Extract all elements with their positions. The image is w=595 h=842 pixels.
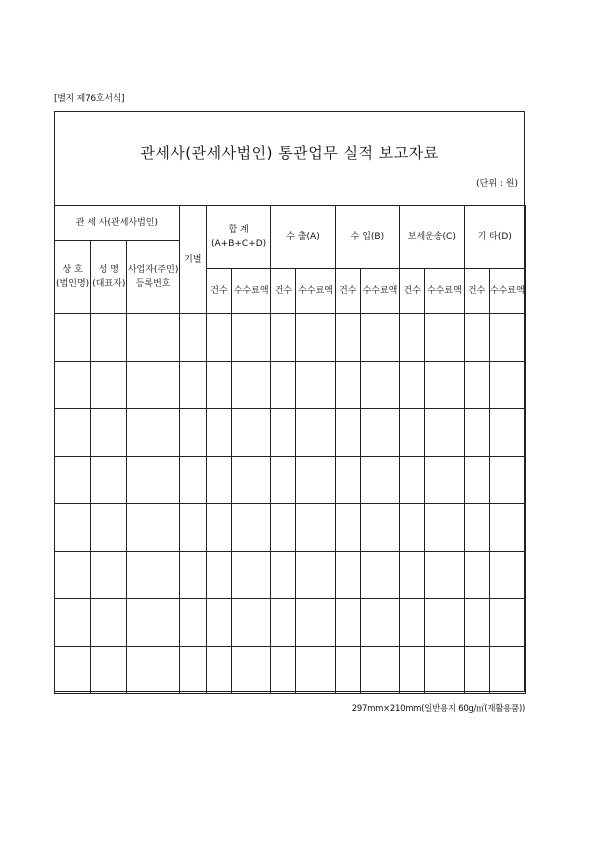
registration-label-1: 사업자(주민) bbox=[127, 265, 179, 275]
table-row bbox=[55, 599, 526, 647]
total-fee-cell[interactable] bbox=[232, 361, 271, 409]
customs-broker-header: 관 세 사(관세사법인) bbox=[55, 206, 180, 241]
export-count-cell[interactable] bbox=[271, 646, 296, 694]
import-count-cell[interactable] bbox=[335, 361, 360, 409]
total-fee-cell[interactable] bbox=[232, 504, 271, 552]
registration-number-cell[interactable] bbox=[127, 599, 179, 647]
registration-number-cell[interactable] bbox=[127, 504, 179, 552]
import-fee-cell[interactable] bbox=[360, 409, 399, 457]
trade-name-cell[interactable] bbox=[55, 551, 91, 599]
bonded-fee-header: 수수료액 bbox=[425, 269, 464, 314]
period-header: 기별 bbox=[179, 206, 206, 314]
trade-name-cell[interactable] bbox=[55, 646, 91, 694]
import-count-cell[interactable] bbox=[335, 409, 360, 457]
trade-name-header bbox=[55, 241, 91, 314]
export-fee-cell[interactable] bbox=[296, 551, 335, 599]
name-cell[interactable] bbox=[91, 504, 127, 552]
total-fee-header: 수수료액 bbox=[232, 269, 271, 314]
import-fee-cell[interactable] bbox=[360, 646, 399, 694]
name-cell[interactable] bbox=[91, 646, 127, 694]
total-count-cell[interactable] bbox=[206, 551, 231, 599]
other-count-cell[interactable] bbox=[464, 599, 489, 647]
bonded-count-cell[interactable] bbox=[400, 409, 425, 457]
bonded-count-cell[interactable] bbox=[400, 599, 425, 647]
trade-name-label: 상 호 bbox=[62, 265, 83, 275]
total-count-cell[interactable] bbox=[206, 646, 231, 694]
import-count-cell[interactable] bbox=[335, 456, 360, 504]
bonded-fee-cell[interactable] bbox=[425, 314, 464, 362]
paper-spec-footer: 297mm×210mm(일반용지 60g/㎡(재활용품)) bbox=[351, 704, 525, 714]
form-title: 관세사(관세사법인) 통관업무 실적 보고자료 bbox=[140, 144, 439, 162]
bonded-fee-cell[interactable] bbox=[425, 409, 464, 457]
name-cell[interactable] bbox=[91, 599, 127, 647]
trade-name-cell[interactable] bbox=[55, 456, 91, 504]
bonded-count-cell[interactable] bbox=[400, 361, 425, 409]
other-fee-cell[interactable] bbox=[489, 314, 525, 362]
total-fee-cell[interactable] bbox=[232, 551, 271, 599]
total-fee-cell[interactable] bbox=[232, 456, 271, 504]
total-fee-cell[interactable] bbox=[232, 646, 271, 694]
bonded-fee-cell[interactable] bbox=[425, 599, 464, 647]
export-fee-cell[interactable] bbox=[296, 456, 335, 504]
period-cell[interactable] bbox=[179, 456, 206, 504]
bonded-fee-cell[interactable] bbox=[425, 361, 464, 409]
import-fee-cell[interactable] bbox=[360, 314, 399, 362]
name-cell[interactable] bbox=[91, 456, 127, 504]
other-fee-cell[interactable] bbox=[489, 504, 525, 552]
period-cell[interactable] bbox=[179, 409, 206, 457]
name-label: 성 명 bbox=[98, 265, 119, 275]
registration-label-2: 등록번호 bbox=[135, 279, 171, 289]
import-fee-cell[interactable] bbox=[360, 551, 399, 599]
export-fee-cell[interactable] bbox=[296, 361, 335, 409]
import-count-cell[interactable] bbox=[335, 599, 360, 647]
bonded-count-cell[interactable] bbox=[400, 646, 425, 694]
bonded-transport-header: 보세운송(C) bbox=[400, 206, 464, 269]
export-fee-cell[interactable] bbox=[296, 314, 335, 362]
period-cell[interactable] bbox=[179, 646, 206, 694]
other-fee-cell[interactable] bbox=[489, 599, 525, 647]
other-fee-cell[interactable] bbox=[489, 551, 525, 599]
form-frame bbox=[54, 111, 525, 692]
table-row bbox=[55, 409, 526, 457]
export-count-cell[interactable] bbox=[271, 599, 296, 647]
registration-number-header bbox=[127, 241, 179, 314]
import-count-header: 건수 bbox=[335, 269, 360, 314]
period-cell[interactable] bbox=[179, 599, 206, 647]
other-count-header: 건수 bbox=[464, 269, 489, 314]
registration-number-cell[interactable] bbox=[127, 409, 179, 457]
other-fee-cell[interactable] bbox=[489, 646, 525, 694]
total-header-formula: (A+B+C+D) bbox=[211, 239, 267, 249]
other-count-cell[interactable] bbox=[464, 646, 489, 694]
registration-number-cell[interactable] bbox=[127, 551, 179, 599]
other-count-cell[interactable] bbox=[464, 314, 489, 362]
import-fee-header: 수수료액 bbox=[360, 269, 399, 314]
other-fee-header: 수수료액 bbox=[489, 269, 525, 314]
total-count-cell[interactable] bbox=[206, 504, 231, 552]
other-fee-cell[interactable] bbox=[489, 409, 525, 457]
other-header: 기 타(D) bbox=[464, 206, 526, 269]
export-count-cell[interactable] bbox=[271, 504, 296, 552]
total-header-label: 합 계 bbox=[228, 225, 249, 235]
bonded-count-cell[interactable] bbox=[400, 551, 425, 599]
registration-number-cell[interactable] bbox=[127, 314, 179, 362]
total-count-cell[interactable] bbox=[206, 599, 231, 647]
name-cell[interactable] bbox=[91, 409, 127, 457]
table-row bbox=[55, 361, 526, 409]
import-fee-cell[interactable] bbox=[360, 361, 399, 409]
export-count-cell[interactable] bbox=[271, 314, 296, 362]
trade-name-cell[interactable] bbox=[55, 599, 91, 647]
export-fee-header: 수수료액 bbox=[296, 269, 335, 314]
export-count-cell[interactable] bbox=[271, 409, 296, 457]
other-fee-cell[interactable] bbox=[489, 361, 525, 409]
name-header bbox=[91, 241, 127, 314]
import-count-cell[interactable] bbox=[335, 551, 360, 599]
trade-name-cell[interactable] bbox=[55, 361, 91, 409]
bonded-count-cell[interactable] bbox=[400, 456, 425, 504]
export-fee-cell[interactable] bbox=[296, 646, 335, 694]
trade-name-cell[interactable] bbox=[55, 409, 91, 457]
name-cell[interactable] bbox=[91, 361, 127, 409]
registration-number-cell[interactable] bbox=[127, 646, 179, 694]
export-fee-cell[interactable] bbox=[296, 599, 335, 647]
export-fee-cell[interactable] bbox=[296, 409, 335, 457]
bonded-count-cell[interactable] bbox=[400, 504, 425, 552]
export-header: 수 출(A) bbox=[271, 206, 335, 269]
export-count-header: 건수 bbox=[271, 269, 296, 314]
bonded-fee-cell[interactable] bbox=[425, 456, 464, 504]
other-count-cell[interactable] bbox=[464, 504, 489, 552]
table-row bbox=[55, 456, 526, 504]
export-fee-cell[interactable] bbox=[296, 504, 335, 552]
form-number-label: [별지 제76호서식] bbox=[54, 94, 125, 104]
total-count-cell[interactable] bbox=[206, 456, 231, 504]
total-count-cell[interactable] bbox=[206, 409, 231, 457]
other-count-cell[interactable] bbox=[464, 456, 489, 504]
table-row bbox=[55, 646, 526, 694]
total-count-header: 건수 bbox=[206, 269, 231, 314]
table-row bbox=[55, 504, 526, 552]
representative-label: (대표자) bbox=[92, 279, 126, 289]
report-table bbox=[54, 205, 526, 694]
other-count-cell[interactable] bbox=[464, 361, 489, 409]
registration-number-cell[interactable] bbox=[127, 456, 179, 504]
unit-label: (단위 : 원) bbox=[476, 179, 518, 189]
period-cell[interactable] bbox=[179, 361, 206, 409]
table-row bbox=[55, 314, 526, 362]
name-cell[interactable] bbox=[91, 314, 127, 362]
total-header bbox=[206, 206, 270, 269]
import-header: 수 입(B) bbox=[335, 206, 399, 269]
bonded-fee-cell[interactable] bbox=[425, 646, 464, 694]
total-fee-cell[interactable] bbox=[232, 409, 271, 457]
import-count-cell[interactable] bbox=[335, 314, 360, 362]
period-cell[interactable] bbox=[179, 314, 206, 362]
import-fee-cell[interactable] bbox=[360, 456, 399, 504]
name-cell[interactable] bbox=[91, 551, 127, 599]
period-cell[interactable] bbox=[179, 551, 206, 599]
import-fee-cell[interactable] bbox=[360, 599, 399, 647]
total-count-cell[interactable] bbox=[206, 361, 231, 409]
total-fee-cell[interactable] bbox=[232, 599, 271, 647]
trade-name-cell[interactable] bbox=[55, 314, 91, 362]
table-row bbox=[55, 551, 526, 599]
other-count-cell[interactable] bbox=[464, 551, 489, 599]
export-count-cell[interactable] bbox=[271, 361, 296, 409]
import-count-cell[interactable] bbox=[335, 646, 360, 694]
registration-number-cell[interactable] bbox=[127, 361, 179, 409]
export-count-cell[interactable] bbox=[271, 551, 296, 599]
import-fee-cell[interactable] bbox=[360, 504, 399, 552]
bonded-fee-cell[interactable] bbox=[425, 504, 464, 552]
bonded-count-header: 건수 bbox=[400, 269, 425, 314]
bonded-count-cell[interactable] bbox=[400, 314, 425, 362]
period-cell[interactable] bbox=[179, 504, 206, 552]
corp-name-label: (법인명) bbox=[56, 279, 90, 289]
total-count-cell[interactable] bbox=[206, 314, 231, 362]
import-count-cell[interactable] bbox=[335, 504, 360, 552]
bonded-fee-cell[interactable] bbox=[425, 551, 464, 599]
export-count-cell[interactable] bbox=[271, 456, 296, 504]
other-count-cell[interactable] bbox=[464, 409, 489, 457]
total-fee-cell[interactable] bbox=[232, 314, 271, 362]
other-fee-cell[interactable] bbox=[489, 456, 525, 504]
trade-name-cell[interactable] bbox=[55, 504, 91, 552]
